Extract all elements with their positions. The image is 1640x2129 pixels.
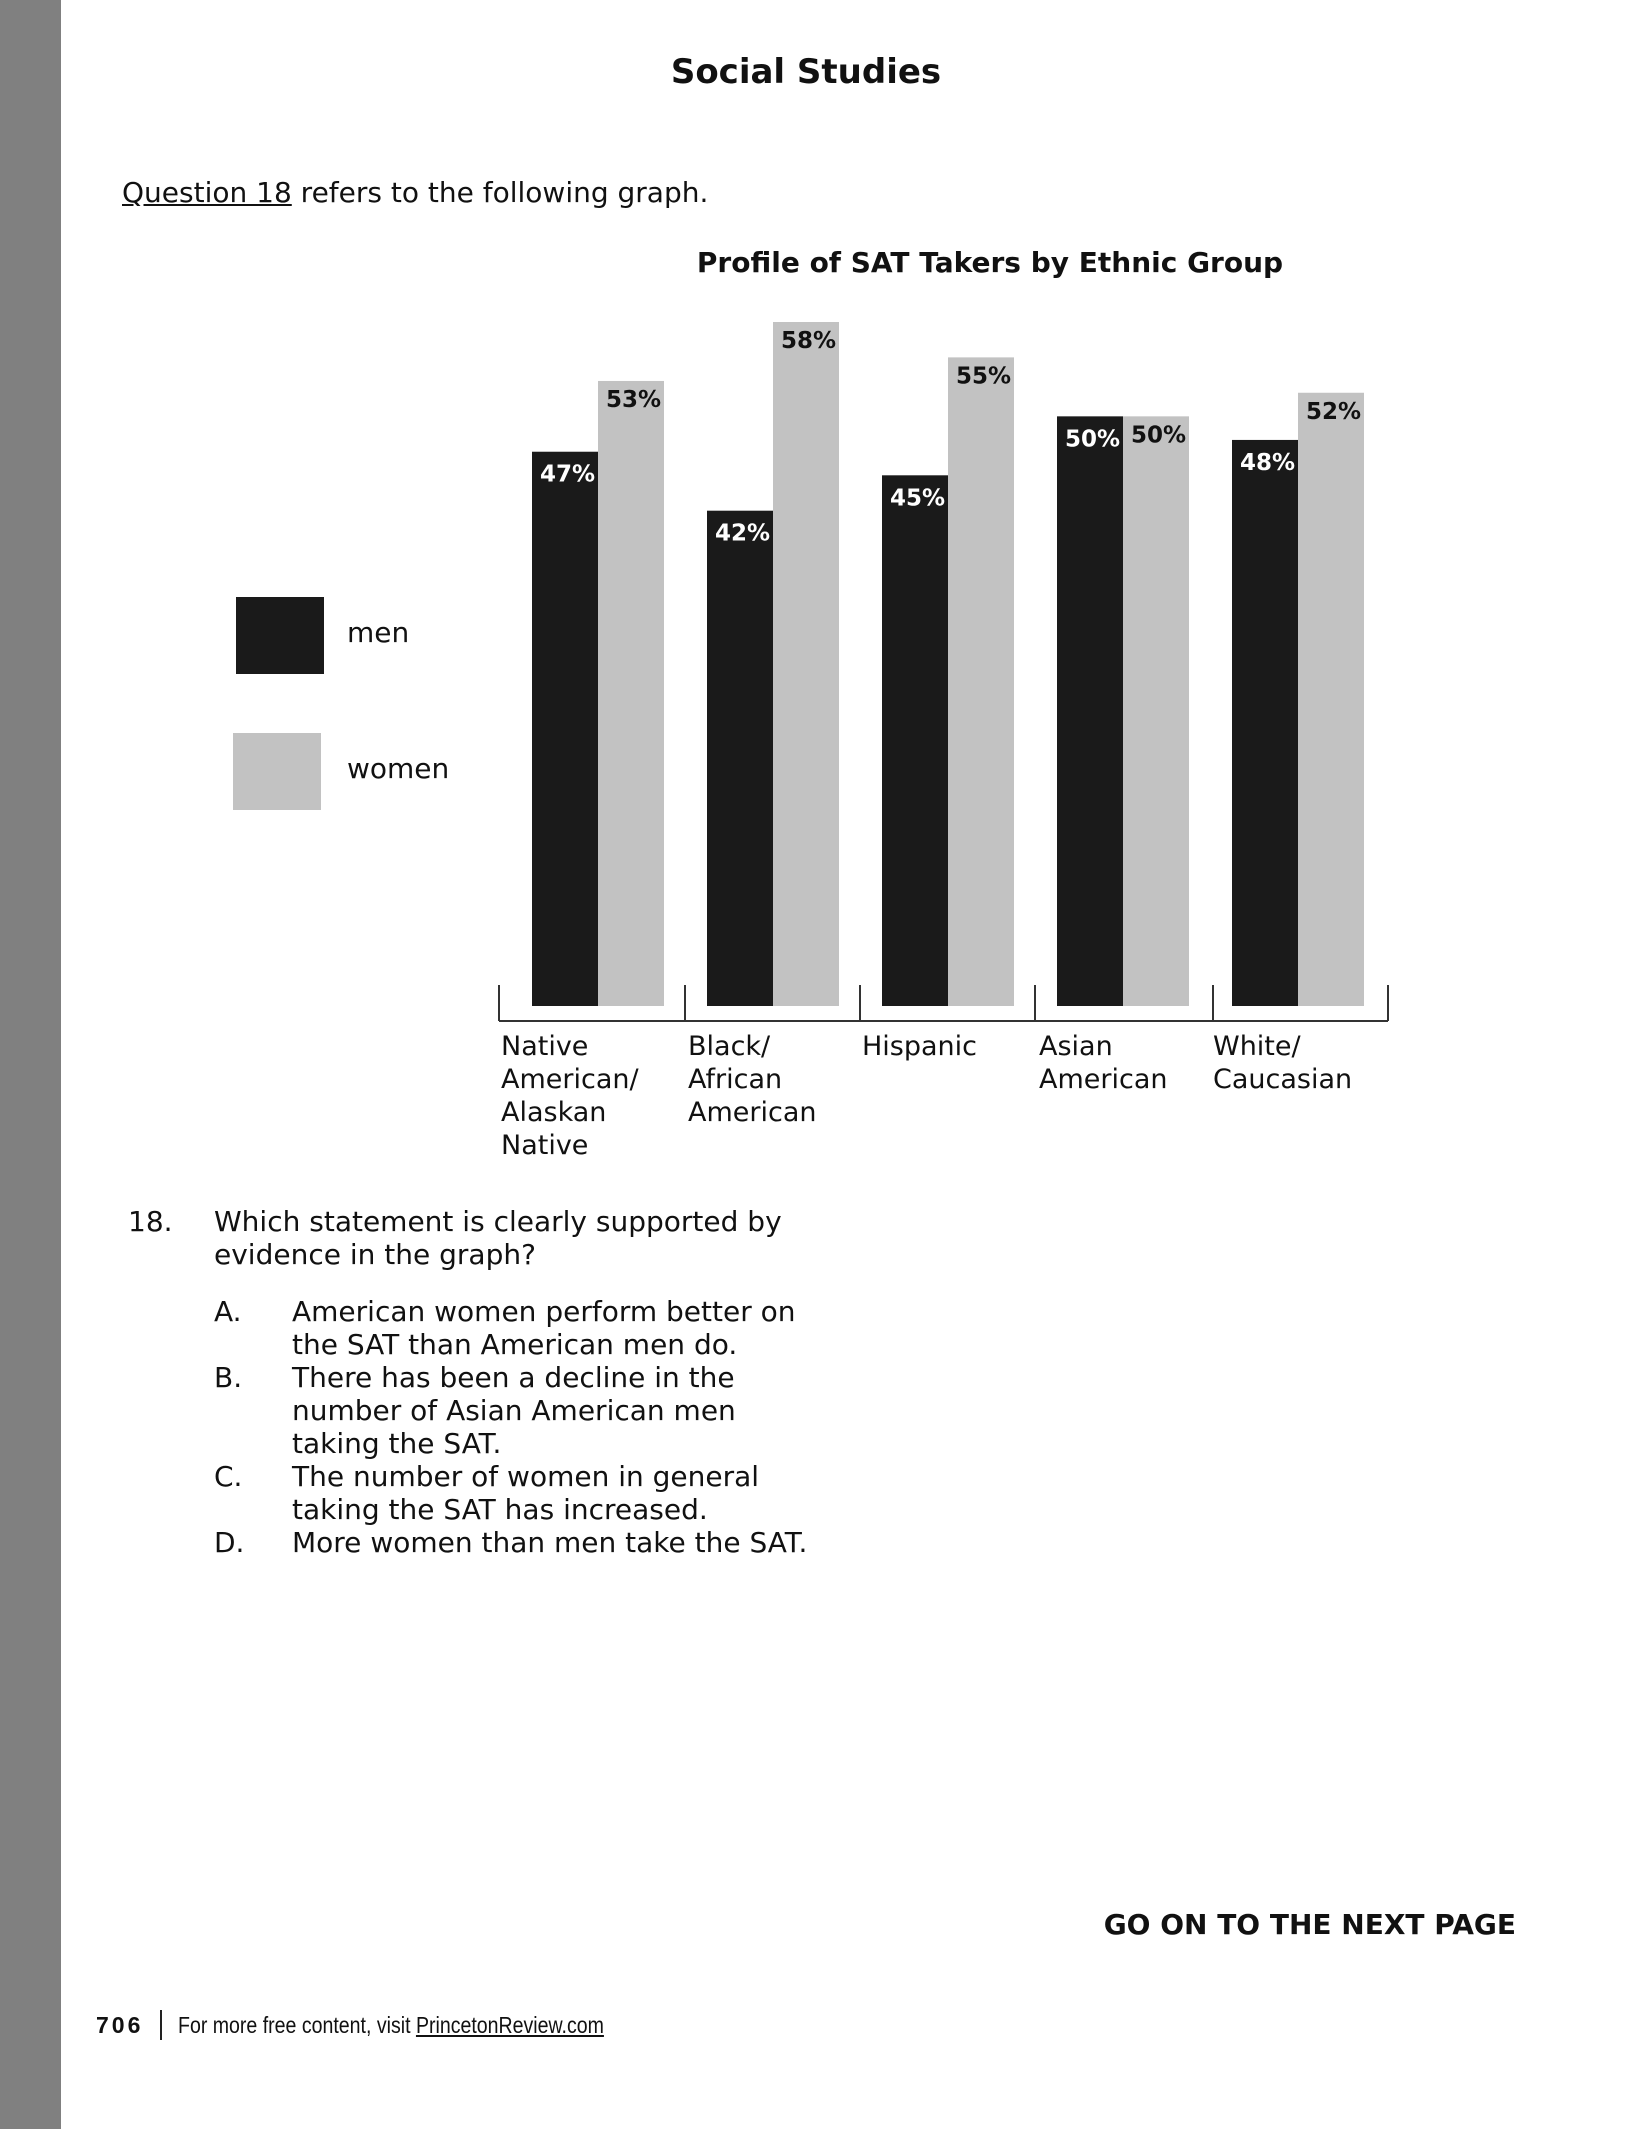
- footer-caption: For more free content, visit: [178, 2012, 416, 2038]
- data-label-women: 53%: [606, 386, 662, 413]
- legend-label-men: men: [347, 616, 410, 649]
- footer-divider: [160, 2010, 162, 2040]
- category-label: Native: [501, 1130, 589, 1161]
- choice-b[interactable]: [214, 1361, 812, 1460]
- data-label-men: 45%: [890, 485, 946, 512]
- next-page-notice: GO ON TO THE NEXT PAGE: [1103, 1908, 1516, 1941]
- bar-men: [882, 475, 948, 1006]
- choice-text: American women perform better on the SAT than American men do.: [292, 1295, 796, 1361]
- choice-a[interactable]: [214, 1295, 812, 1361]
- choice-letter: C.: [214, 1460, 243, 1493]
- intro-text: refers to the following graph.: [291, 176, 709, 209]
- category-label: African: [688, 1064, 783, 1095]
- category-label: Black/: [688, 1031, 771, 1062]
- section-title: Social Studies: [670, 52, 942, 92]
- bar-women: [948, 357, 1014, 1006]
- category-label: American: [1039, 1064, 1168, 1095]
- category-label: American/: [501, 1064, 639, 1095]
- question-stem: Which statement is clearly supported by evidence in the graph?: [214, 1205, 782, 1271]
- bar-women: [1298, 393, 1364, 1006]
- category-label: White/: [1213, 1031, 1301, 1062]
- category-label: Asian: [1039, 1031, 1113, 1062]
- category-label: Alaskan: [501, 1097, 607, 1128]
- legend-swatch-women: [233, 733, 321, 810]
- princeton-review-link[interactable]: PrincetonReview.com: [415, 2012, 604, 2038]
- data-label-men: 48%: [1240, 449, 1296, 476]
- choice-c[interactable]: [214, 1460, 812, 1526]
- question-number: 18.: [128, 1205, 173, 1238]
- choice-text: There has been a decline in the number of Asian American men taking the SAT.: [292, 1361, 736, 1460]
- choice-d[interactable]: [214, 1526, 812, 1559]
- data-label-women: 55%: [956, 363, 1012, 390]
- category-label: Caucasian: [1213, 1064, 1353, 1095]
- choice-text: More women than men take the SAT.: [292, 1526, 808, 1559]
- bar-women: [773, 322, 839, 1006]
- data-label-men: 50%: [1065, 426, 1121, 453]
- choice-letter: D.: [214, 1526, 245, 1559]
- bar-men: [707, 511, 773, 1006]
- chart-title: Profile of SAT Takers by Ethnic Group: [696, 246, 1284, 279]
- bar-women: [598, 381, 664, 1006]
- answer-choices: [214, 1295, 914, 1559]
- choice-letter: B.: [214, 1361, 243, 1394]
- data-label-women: 58%: [781, 328, 837, 354]
- bar-men: [1232, 440, 1298, 1006]
- legend-label-women: women: [347, 752, 450, 785]
- question-reference: Question 18: [122, 176, 292, 209]
- footer-text: [178, 2012, 604, 2039]
- category-label: Hispanic: [862, 1031, 978, 1062]
- category-label: Native: [501, 1031, 589, 1062]
- legend-swatch-men: [236, 597, 324, 674]
- data-label-men: 42%: [715, 520, 771, 547]
- bar-men: [532, 452, 598, 1006]
- data-label-women: 50%: [1131, 422, 1187, 449]
- category-label: American: [688, 1097, 817, 1128]
- data-label-men: 47%: [540, 461, 596, 488]
- choice-letter: A.: [214, 1295, 242, 1328]
- bar-women: [1123, 416, 1189, 1006]
- data-label-women: 52%: [1306, 398, 1362, 425]
- choice-text: The number of women in general taking the SAT has increased.: [292, 1460, 760, 1526]
- page-number: 706: [96, 2012, 144, 2038]
- bar-men: [1057, 416, 1123, 1006]
